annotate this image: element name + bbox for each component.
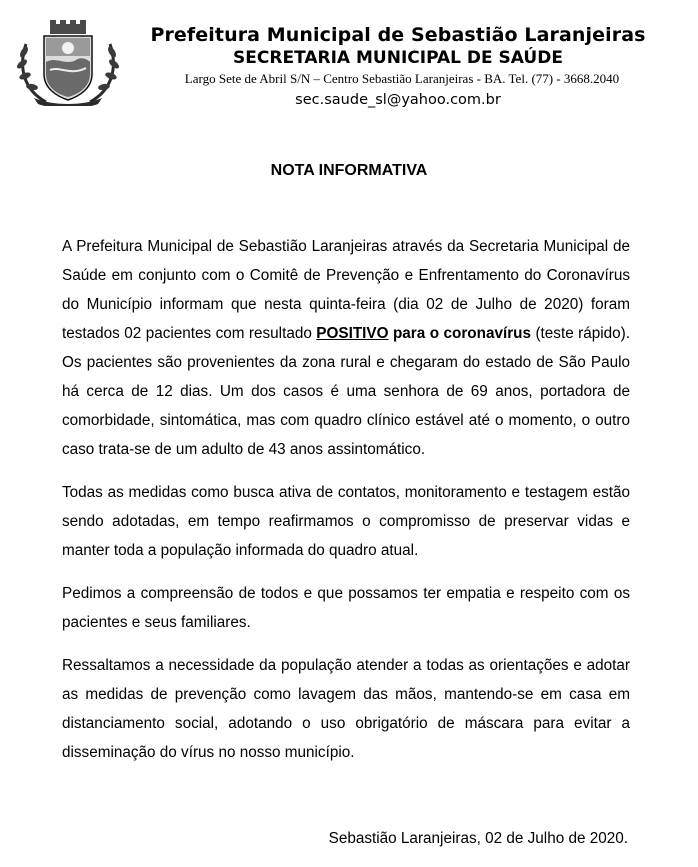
- place-and-date: Sebastião Laranjeiras, 02 de Julho de 2020.: [328, 830, 628, 847]
- paragraph-2: Todas as medidas como busca ativa de contatos, monitoramento e testagem estão sendo adotadas, em tempo reafirmamos o compromisso de preservar vidas e manter toda a população informada do quadro atual.: [62, 484, 630, 559]
- paragraph-1-intro: A Prefeitura Municipal de Sebastião Laranjeiras através da Secretaria Municipal de Saúde em conjunto com o Comitê de Prevenção e Enfrentamento do Coronavírus do Município informam que nesta quinta-feira (dia 02 de Julho de 2020) foram testados 02 pacientes com resultado: [62, 238, 630, 342]
- department-name: SECRETARIA MUNICIPAL DE SAÚDE: [233, 48, 563, 68]
- address-line: Largo Sete de Abril S/N – Centro Sebastião Laranjeiras - BA. Tel. (77) - 3668.2040: [184, 71, 620, 86]
- document-body: [62, 232, 630, 781]
- paragraph-3: Pedimos a compreensão de todos e que possamos ter empatia e respeito com os pacientes e seus familiares.: [62, 585, 630, 631]
- letterhead: [0, 0, 698, 120]
- coronavirus-emphasis: para o coronavírus: [388, 325, 532, 342]
- municipal-coat-of-arms-icon: [16, 18, 120, 106]
- document-title: NOTA INFORMATIVA: [270, 162, 428, 179]
- municipality-title: Prefeitura Municipal de Sebastião Laranjeiras: [150, 24, 646, 46]
- paragraph-1-rest: (teste rápido). Os pacientes são provenientes da zona rural e chegaram do estado de São Paulo há cerca de 12 dias. Um dos casos é uma senhora de 69 anos, portadora de comorbidade, sintomática, mas com quadro clínico estável até o momento, o outro caso trata-se de um adulto de 43 anos assintomático.: [62, 325, 631, 458]
- paragraph-4: Ressaltamos a necessidade da população atender a todas as orientações e adotar as medidas de prevenção como lavagem das mãos, mantendo-se em casa em distanciamento social, adotando o uso obrigatório de máscara para evitar a disseminação do vírus no nosso município.: [62, 657, 630, 761]
- positive-result-emphasis: POSITIVO: [316, 325, 389, 342]
- email-address[interactable]: sec.saude_sl@yahoo.com.br: [295, 92, 501, 108]
- paragraph-1: [62, 232, 630, 464]
